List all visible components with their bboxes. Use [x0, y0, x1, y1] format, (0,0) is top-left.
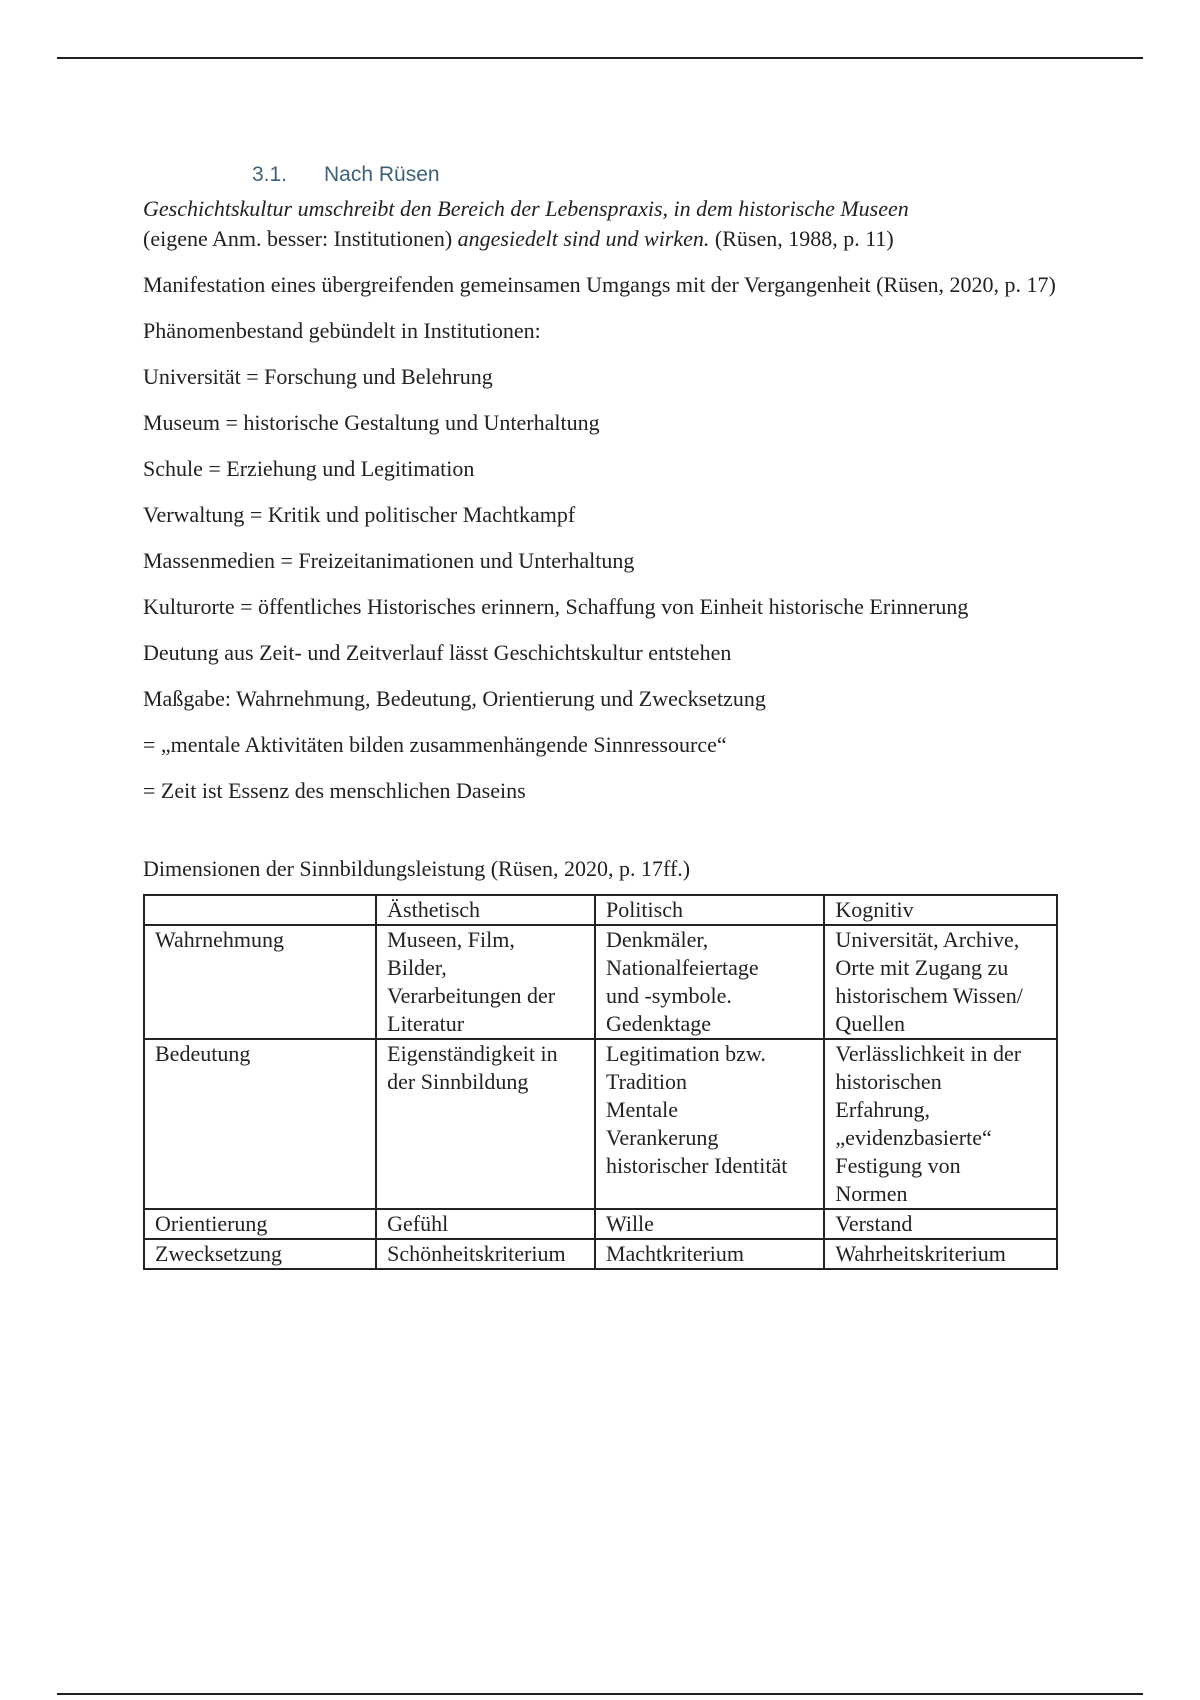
text-line: Museum = historische Gestaltung und Unterhaltung: [143, 410, 600, 435]
table-cell: Schönheitskriterium: [376, 1239, 595, 1269]
text-line: Deutung aus Zeit- und Zeitverlauf lässt Geschichtskultur entstehen: [143, 640, 732, 665]
text-line: Kulturorte = öffentliches Historisches erinnern, Schaffung von Einheit historische Erinnerung: [143, 594, 969, 619]
manifestation-paragraph: Manifestation eines übergreifenden gemeinsamen Umgangs mit der Vergangenheit (Rüsen, 2020, p. 17): [143, 272, 1056, 297]
cell-line: Literatur: [387, 1011, 465, 1036]
table-cell: [824, 1039, 1057, 1209]
text-line: Maßgabe: Wahrnehmung, Bedeutung, Orientierung und Zwecksetzung: [143, 686, 766, 711]
text-line: Universität = Forschung und Belehrung: [143, 364, 493, 389]
table-row: [144, 1209, 1057, 1239]
footer-rule: [57, 1693, 1143, 1695]
cell-line: Orte mit Zugang zu: [835, 955, 1009, 980]
dimensions-table: [143, 894, 1058, 1270]
table-header-cell: Politisch: [595, 895, 824, 925]
cell-line: Erfahrung,: [835, 1097, 931, 1122]
cell-line: Gedenktage: [605, 1011, 712, 1036]
table-row: [144, 925, 1057, 1039]
header-rule: [57, 57, 1143, 59]
intro-note: (eigene Anm. besser: Institutionen): [143, 226, 453, 251]
cell-line: und -symbole.: [605, 983, 732, 1008]
cell-line: Mentale: [605, 1097, 679, 1122]
text-line: Schule = Erziehung und Legitimation: [143, 456, 475, 481]
cell-line: historischer Identität: [605, 1153, 788, 1178]
cell-line: Nationalfeiertage: [605, 955, 759, 980]
table-row: [144, 1239, 1057, 1269]
intro-paragraph: [143, 194, 1063, 254]
table-header-cell: Ästhetisch: [376, 895, 595, 925]
table-cell: Gefühl: [376, 1209, 595, 1239]
section-heading: [143, 160, 1063, 190]
row-label: Zwecksetzung: [144, 1239, 376, 1269]
cell-line: der Sinnbildung: [387, 1069, 529, 1094]
cell-line: historischem Wissen/: [835, 983, 1023, 1008]
table-cell: Wahrheitskriterium: [824, 1239, 1057, 1269]
table-row: [144, 1039, 1057, 1209]
cell-line: Bilder,: [387, 955, 447, 980]
cell-line: Legitimation bzw.: [605, 1041, 766, 1066]
cell-line: „evidenzbasierte“: [835, 1125, 992, 1150]
text-line: Massenmedien = Freizeitanimationen und Unterhaltung: [143, 548, 635, 573]
cell-line: historischen: [835, 1069, 942, 1094]
page-content: [143, 160, 1063, 1270]
cell-line: Museen, Film,: [387, 927, 515, 952]
cell-line: Festigung von: [835, 1153, 961, 1178]
section-title: Nach Rüsen: [324, 163, 440, 186]
table-header-row: [144, 895, 1057, 925]
cell-line: Tradition: [605, 1069, 688, 1094]
table-cell: [595, 1039, 824, 1209]
text-line: = Zeit ist Essenz des menschlichen Daseins: [143, 778, 526, 803]
table-cell: [376, 925, 595, 1039]
table-cell: Wille: [595, 1209, 824, 1239]
cell-line: Eigenständigkeit in: [387, 1041, 558, 1066]
table-cell: [595, 925, 824, 1039]
intro-italic-1: Geschichtskultur umschreibt den Bereich der Lebenspraxis, in dem historische Museen: [143, 196, 909, 221]
intro-italic-2: angesiedelt sind und wirken.: [457, 226, 710, 251]
cell-line: Verankerung: [605, 1125, 719, 1150]
row-label: Orientierung: [144, 1209, 376, 1239]
row-label: Wahrnehmung: [144, 925, 376, 1039]
cell-line: Normen: [835, 1181, 908, 1206]
table-caption: Dimensionen der Sinnbildungsleistung (Rüsen, 2020, p. 17ff.): [143, 856, 691, 881]
text-line: = „mentale Aktivitäten bilden zusammenhängende Sinnressource“: [143, 732, 727, 757]
text-line: Phänomenbestand gebündelt in Institutionen:: [143, 318, 541, 343]
cell-line: Universität, Archive,: [835, 927, 1020, 952]
cell-line: Verlässlichkeit in der: [835, 1041, 1022, 1066]
table-cell: [824, 925, 1057, 1039]
table-cell: Verstand: [824, 1209, 1057, 1239]
row-label: Bedeutung: [144, 1039, 376, 1209]
text-line: Verwaltung = Kritik und politischer Machtkampf: [143, 502, 576, 527]
table-header-cell: Kognitiv: [824, 895, 1057, 925]
table-cell: Machtkriterium: [595, 1239, 824, 1269]
section-number: 3.1.: [252, 163, 288, 186]
table-cell: [376, 1039, 595, 1209]
table-header-cell: [144, 895, 376, 925]
intro-citation: (Rüsen, 1988, p. 11): [714, 226, 894, 251]
cell-line: Quellen: [835, 1011, 906, 1036]
cell-line: Verarbeitungen der: [387, 983, 556, 1008]
cell-line: Denkmäler,: [605, 927, 709, 952]
